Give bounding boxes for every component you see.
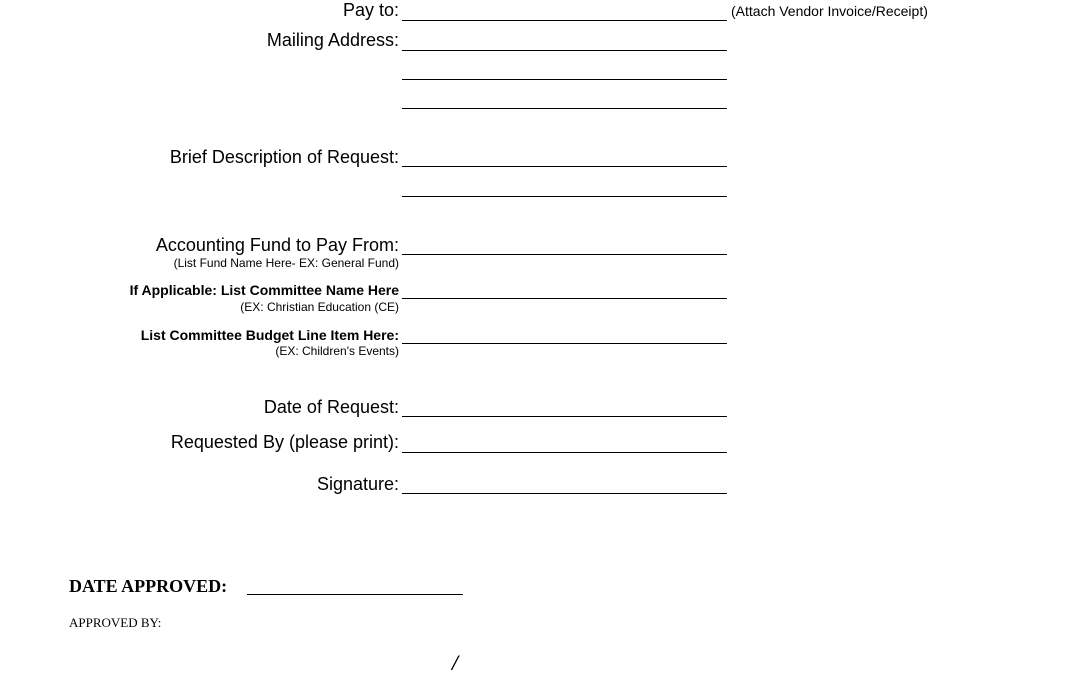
committee-name-hint: (EX: Christian Education (CE): [240, 300, 399, 314]
accounting-fund-hint: (List Fund Name Here- EX: General Fund): [173, 256, 399, 270]
pay-to-field[interactable]: [402, 20, 727, 21]
committee-name-label: If Applicable: List Committee Name Here: [129, 282, 399, 298]
approval-slash-mark: /: [452, 650, 459, 675]
requested-by-field[interactable]: [402, 452, 727, 453]
budget-line-label: List Committee Budget Line Item Here:: [140, 327, 399, 343]
mailing-address-field-line-1[interactable]: [402, 50, 727, 51]
approved-by-label: APPROVED BY:: [69, 615, 162, 630]
brief-description-field-line-1[interactable]: [402, 166, 727, 167]
date-of-request-field[interactable]: [402, 416, 727, 417]
requested-by-label: Requested By (please print):: [170, 432, 399, 452]
date-approved-label: DATE APPROVED:: [69, 576, 228, 596]
mailing-address-field-line-3[interactable]: [402, 108, 727, 109]
signature-field[interactable]: [402, 493, 727, 494]
committee-name-field[interactable]: [402, 298, 727, 299]
date-approved-field[interactable]: [247, 594, 463, 595]
signature-label: Signature:: [316, 474, 399, 494]
attach-invoice-note: (Attach Vendor Invoice/Receipt): [731, 3, 928, 19]
accounting-fund-field[interactable]: [402, 254, 727, 255]
budget-line-hint: (EX: Children's Events): [275, 344, 399, 358]
date-of-request-label: Date of Request:: [263, 397, 399, 417]
accounting-fund-label: Accounting Fund to Pay From:: [155, 235, 399, 255]
pay-to-label: Pay to:: [342, 0, 399, 20]
brief-description-field-line-2[interactable]: [402, 196, 727, 197]
mailing-address-field-line-2[interactable]: [402, 79, 727, 80]
brief-description-label: Brief Description of Request:: [169, 147, 399, 167]
budget-line-field[interactable]: [402, 343, 727, 344]
mailing-address-label: Mailing Address:: [266, 30, 399, 50]
